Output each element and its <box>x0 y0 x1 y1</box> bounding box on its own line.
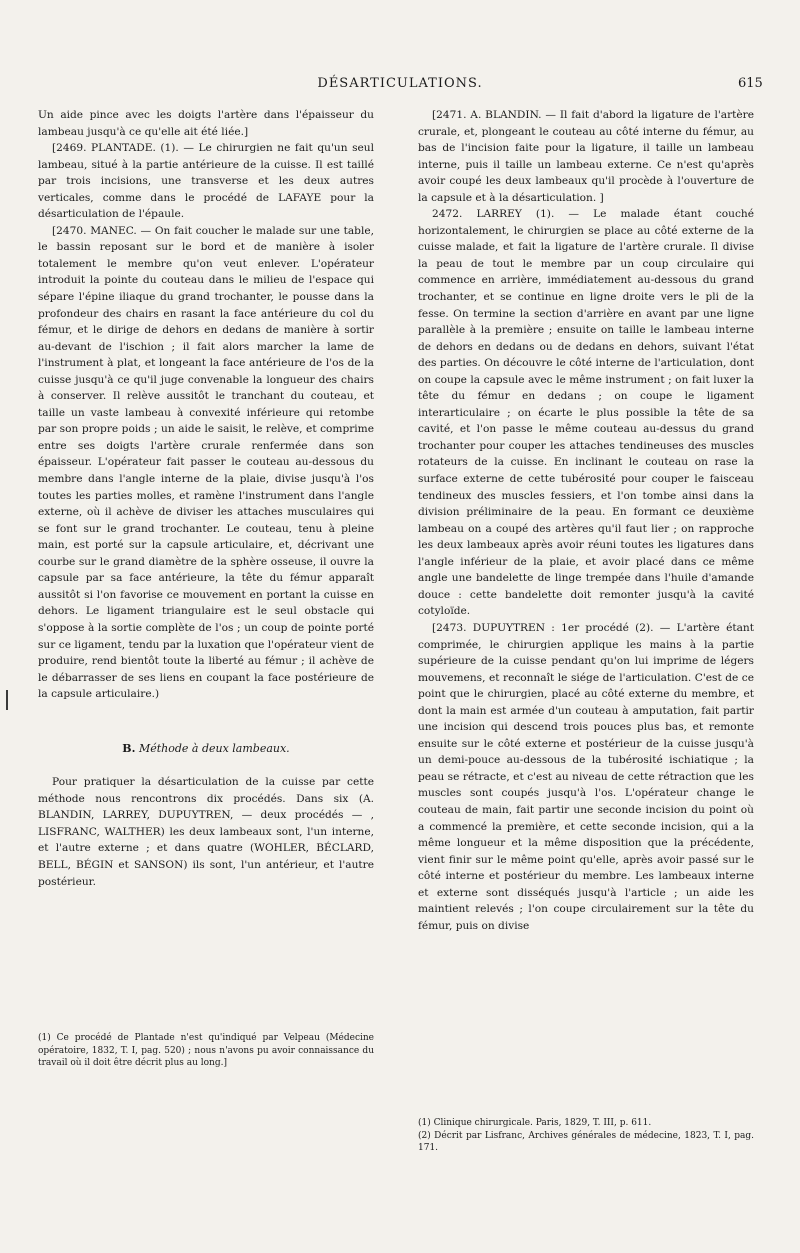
footnotes-right <box>418 1117 754 1155</box>
footnote-1-left: (1) Ce procédé de Plantade n'est qu'indiqué par Velpeau (Médecine opératoire, 1832, T. I, pag. 520) ; nous n'avons pu avoir connaissance du travail où il doit être décrit plus au long.] <box>38 1033 374 1068</box>
running-header: DÉSARTICULATIONS. <box>317 76 483 91</box>
paragraph-2472: 2472. LARREY (1). — Le malade étant couché horizontalement, le chirurgien se place au côté externe de la cuisse malade, et fait la ligature de l'artère crurale. Il divise la peau de tout le membre par un coup circulaire qui commence en arrière, immédiatement au-dessous du grand trochanter, et se continue en ligne droite vers le pli de la fesse. On termine la section d'arrière en avant par une ligne parallèle à la première ; ensuite on taille le lambeau interne de dehors en dedans ou de dedans en dehors, suivant l'état des parties. On découvre le côté interne de l'articulation, dont on coupe la capsule avec le même instrument ; on fait luxer la tête du fémur en dedans ; on coupe le ligament interarticulaire ; on écarte le plus possible la tête de sa cavité, et l'on passe le même couteau au-dessus du grand trochanter pour couper les attaches tendineuses des muscles rotateurs de la cuisse. En inclinant le couteau on rase la surface externe de cette tubérosité pour couper le faisceau tendineux des muscles fessiers, et l'on tombe ainsi dans la division préliminaire de la peau. En formant ce deuxième lambeau on a coupé des artères qu'il faut lier ; on rapproche les deux lambeaux après avoir réuni toutes les ligatures dans l'angle inférieur de la plaie, et avoir placé dans ce même angle une bandelette de linge trempée dans l'huile d'amande douce : cette bandelette doit remonter jusqu'à la cavité cotyloïde. <box>418 208 754 618</box>
paragraph-continued: Un aide pince avec les doigts l'artère dans l'épaisseur du lambeau jusqu'à ce qu'elle ait été liée.] <box>38 109 374 138</box>
left-column <box>38 107 374 890</box>
section-label: B. <box>122 741 136 755</box>
paragraph-2470: [2470. MANEC. — On fait coucher le malade sur une table, le bassin reposant sur le bord et de manière à isoler totalement le membre qu'on veut enlever. L'opérateur introduit la pointe du couteau dans le milieu de l'espace qui sépare l'épine iliaque du grand trochanter, le pousse dans la profondeur des chairs en rasant la face antérieure du col du fémur, et le dirige de dehors en dedans de manière à sortir au-devant de l'ischion ; il fait alors marcher la lame de l'instrument à plat, et longeant la face antérieure de l'os de la cuisse jusqu'à ce qu'il juge convenable la longueur des chairs à conserver. Il relève aussitôt le tranchant du couteau, et taille un vaste lambeau à convexité inférieure qui retombe par son propre poids ; un aide le saisit, le relève, et comprime entre ses doigts l'artère crurale renfermée dans son épaisseur. L'opérateur fait passer le couteau au-dessous du membre dans l'angle interne de la plaie, divise jusqu'à l'os toutes les parties molles, et ramène l'instrument dans l'angle externe, où il achève de diviser les attaches musculaires qui se font sur le grand trochanter. Le couteau, tenu à pleine main, est porté sur la capsule articulaire, et, décrivant une courbe sur le grand diamètre de la sphère osseuse, il ouvre la capsule par sa face antérieure, la tête du fémur apparaît aussitôt si l'on favorise ce mouvement en portant la cuisse en dehors. Le ligament triangulaire est le seul obstacle qui s'oppose à la sortie complète de l'os ; un coup de pointe porté sur ce ligament, tendu par la luxation que l'opérateur vient de produire, rend bientôt toute la liberté au fémur ; il achève de le débarrasser de ses liens en coupant la face postérieure de la capsule articulaire.) <box>38 224 374 701</box>
margin-mark <box>6 690 8 710</box>
page-number: 615 <box>738 76 763 91</box>
paragraph-2473: [2473. DUPUYTREN : 1er procédé (2). — L'artère étant comprimée, le chirurgien applique les mains à la partie supérieure de la cuisse pendant qu'on lui imprime de légers mouvemens, et reconnaît le siége de l'articulation. C'est de ce point que le chirurgien, placé au côté externe du membre, et dont la main est armée d'un couteau à amputation, fait partir une incision qui descend trois pouces plus bas, et remonte ensuite sur le côté externe et postérieur de la cuisse jusqu'à un demi-pouce au-dessous de la tubérosité ischiatique ; la peau se rétracte, et c'est au niveau de cette rétraction que les muscles sont coupés jusqu'à l'os. L'opérateur change le couteau de main, fait partir une seconde incision du point où a commencé la première, et cette seconde incision, qui a la même longueur et la même disposition que la précédente, vient finir sur le même point qu'elle, après avoir passé sur le côté interne et postérieur du membre. Les lambeaux interne et externe sont disséqués jusqu'à l'article ; un aide les maintient relevés ; l'on coupe circulairement sur la tête du fémur, puis on divise <box>418 621 754 932</box>
right-column <box>418 107 754 934</box>
footnote-1-right: (1) Clinique chirurgicale. Paris, 1829, T. III, p. 611. <box>418 1118 652 1128</box>
paragraph-intro: Pour pratiquer la désarticulation de la cuisse par cette méthode nous rencontrons dix procédés. Dans six (A. BLANDIN, LARREY, DUPUYTREN, — deux procédés — , LISFRANC, WALTHER) les deux lambeaux sont, l'un interne, et l'autre externe ; et dans quatre (WOHLER, BÉCLARD, BELL, BÉGIN et SANSON) ils sont, l'un antérieur, et l'autre postérieur. <box>38 776 374 888</box>
section-title: Méthode à deux lambeaux. <box>138 741 290 755</box>
footnote-2-right: (2) Décrit par Lisfranc, Archives générales de médecine, 1823, T. I, pag. 171. <box>418 1130 754 1153</box>
paragraph-2471: [2471. A. BLANDIN. — Il fait d'abord la ligature de l'artère crurale, et, plongeant le couteau au côté interne du fémur, au bas de l'incision faite pour la ligature, il taille un lambeau interne, puis il taille un lambeau externe. Ce n'est qu'après avoir coupé les deux lambeaux qu'il procède à l'ouverture de la capsule et à la désarticulation. ] <box>418 109 754 204</box>
paragraph-2469: [2469. PLANTADE. (1). — Le chirurgien ne fait qu'un seul lambeau, situé à la partie antérieure de la cuisse. Il est taillé par trois incisions, une transverse et les deux autres verticales, comme dans le procédé de LAFAYE pour la désarticulation de l'épaule. <box>38 142 374 221</box>
section-heading <box>38 741 374 758</box>
footnotes-left <box>38 1032 374 1070</box>
